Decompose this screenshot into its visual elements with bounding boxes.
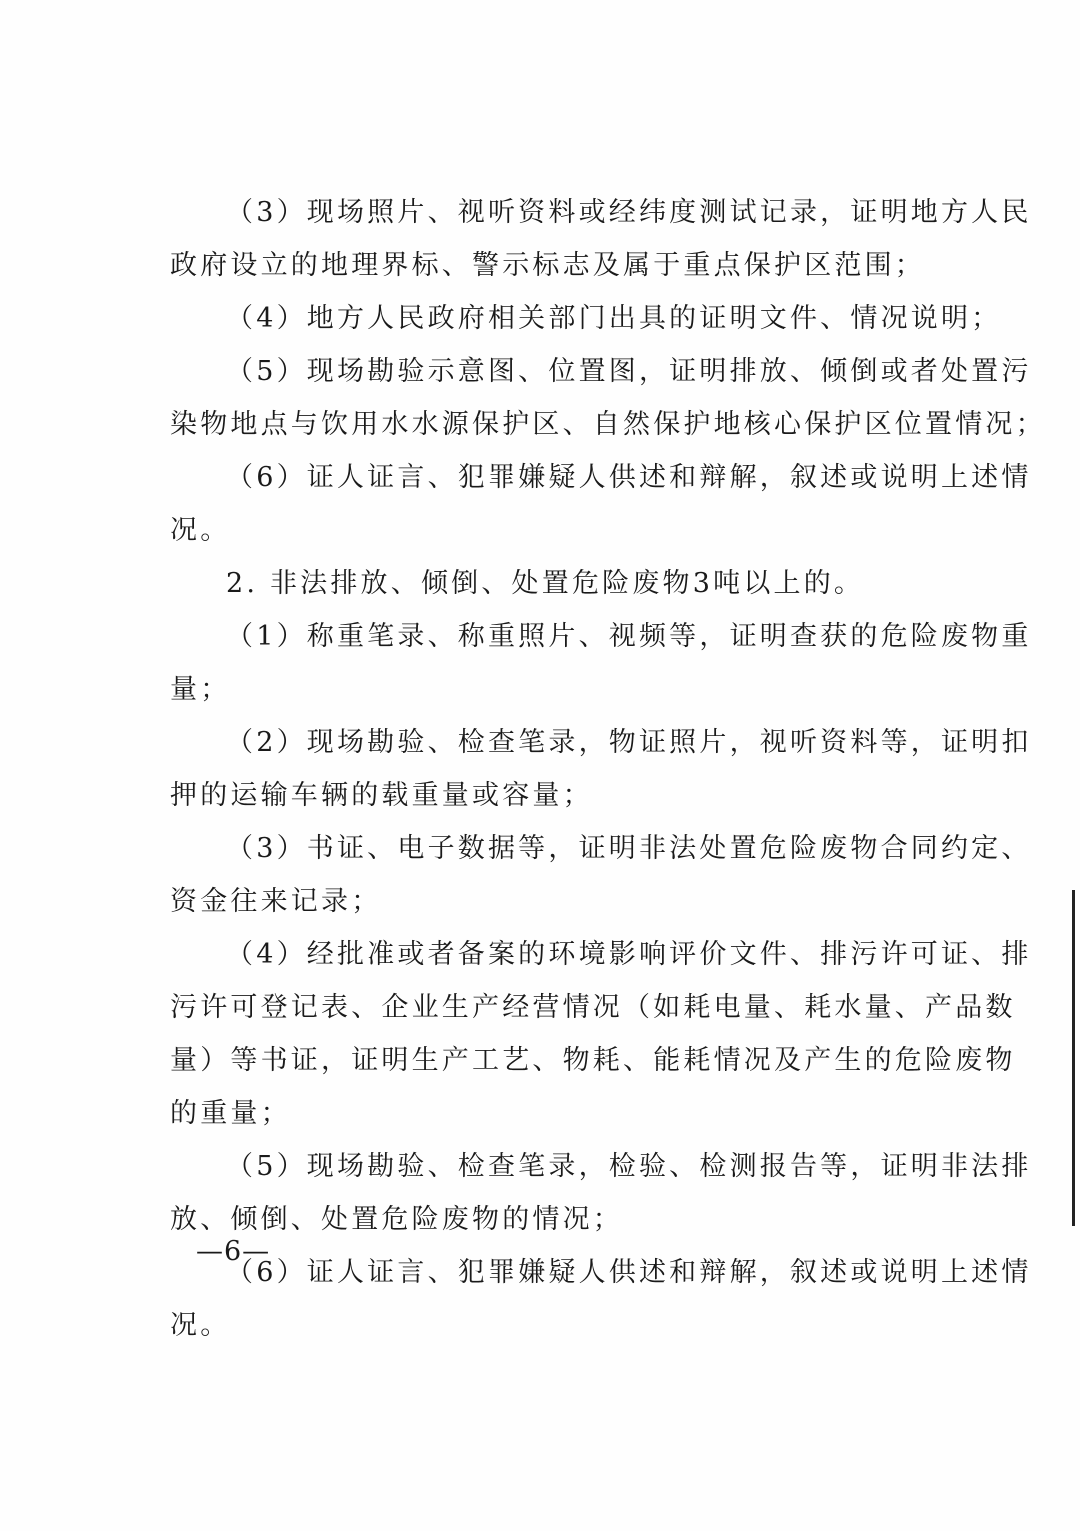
text-line: 资金往来记录； xyxy=(170,886,382,917)
text-line: （6）证人证言、犯罪嫌疑人供述和辩解，叙述或说明上述情 xyxy=(226,462,1032,493)
text-line: （2）现场勘验、检查笔录，物证照片，视听资料等，证明扣 xyxy=(226,727,1032,758)
text-line: （1）称重笔录、称重照片、视频等，证明查获的危险废物重 xyxy=(226,621,1032,652)
text-line: 2. 非法排放、倾倒、处置危险废物3吨以上的。 xyxy=(226,568,865,599)
page-number: —6— xyxy=(196,1236,271,1267)
text-line: （4）经批准或者备案的环境影响评价文件、排污许可证、排 xyxy=(226,939,1032,970)
text-line: 的重量； xyxy=(170,1098,291,1129)
text-line: 政府设立的地理界标、警示标志及属于重点保护区范围； xyxy=(170,250,925,281)
text-line: 放、倾倒、处置危险废物的情况； xyxy=(170,1204,623,1235)
text-line: 况。 xyxy=(170,1310,231,1341)
text-line: 押的运输车辆的载重量或容量； xyxy=(170,780,593,811)
text-line: 染物地点与饮用水水源保护区、自然保护地核心保护区位置情况； xyxy=(170,409,1046,440)
text-line: （3）书证、电子数据等，证明非法处置危险废物合同约定、 xyxy=(226,833,1032,864)
text-line: 污许可登记表、企业生产经营情况（如耗电量、耗水量、产品数 xyxy=(170,992,1016,1023)
scan-edge-artifact xyxy=(1072,890,1075,1226)
text-line: （3）现场照片、视听资料或经纬度测试记录，证明地方人民 xyxy=(226,197,1032,228)
text-line: 况。 xyxy=(170,515,231,546)
text-line: 量）等书证，证明生产工艺、物耗、能耗情况及产生的危险废物 xyxy=(170,1045,1016,1076)
text-line: 量； xyxy=(170,674,231,705)
text-line: （5）现场勘验、检查笔录，检验、检测报告等，证明非法排 xyxy=(226,1151,1032,1182)
text-line: （4）地方人民政府相关部门出具的证明文件、情况说明； xyxy=(226,303,1002,334)
text-line: （6）证人证言、犯罪嫌疑人供述和辩解，叙述或说明上述情 xyxy=(226,1257,1032,1288)
text-line: （5）现场勘验示意图、位置图，证明排放、倾倒或者处置污 xyxy=(226,356,1032,387)
